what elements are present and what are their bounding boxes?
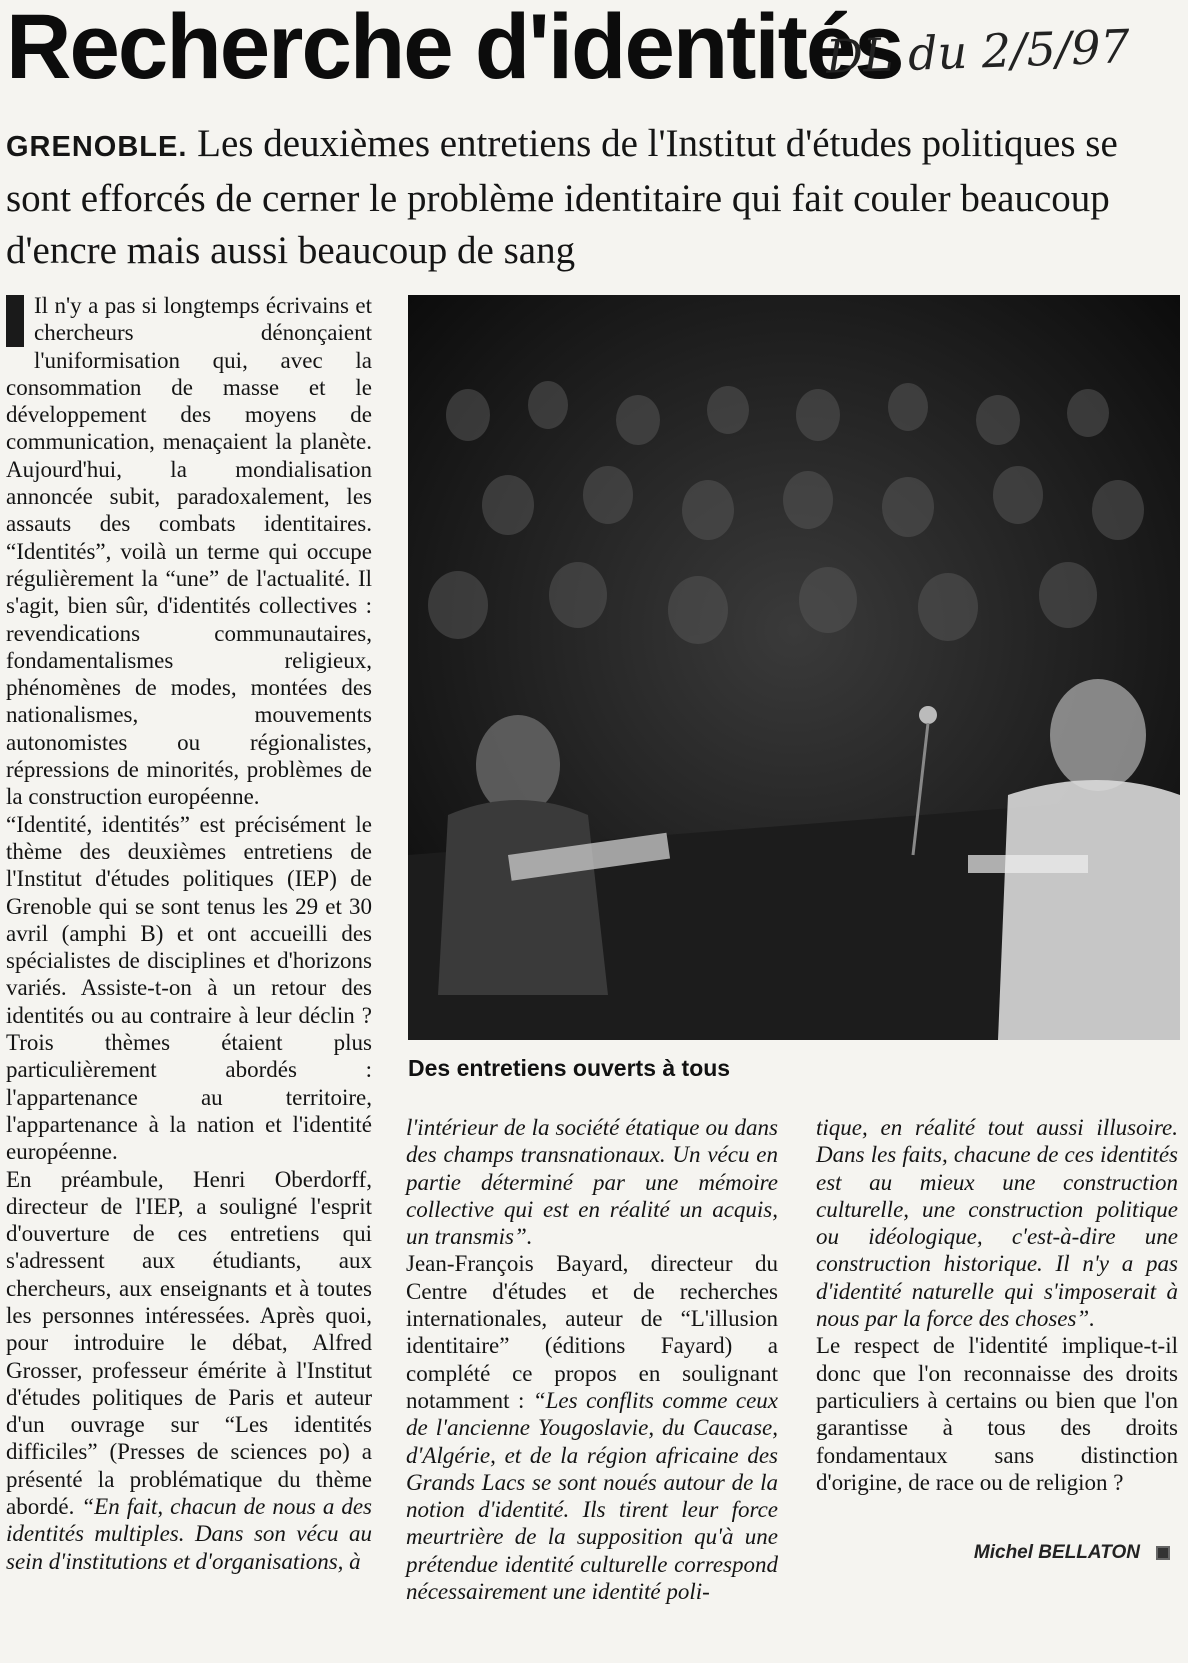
paragraph-text: Jean-François Bayard, directeur du Centre d'études et de recherches internationales, auteur de “L'illusion identitaire” (éditions Fayard) a complété ce propos en soulignant notamment :	[406, 1251, 778, 1413]
photo-caption: Des entretiens ouverts à tous	[408, 1055, 731, 1081]
handwritten-date-note: DL du 2/5/97	[825, 19, 1131, 84]
author-byline: Michel BELLATON	[973, 1542, 1140, 1563]
quote-text: “En fait, chacun de nous a des identités multiples. Dans son vécu au sein d'institutions et d'organisations, à	[6, 1494, 373, 1574]
quote-paragraph: tique, en réalité tout aussi illusoire. Dans les faits, chacune de ces identités est au mieux une construction culturelle, une construction politique ou idéologique, c'est-à-dire une construction historique. Il n'y a pas d'identité naturelle qui s'imposerait à nous par la force des choses”.	[816, 1115, 1178, 1332]
paragraph-text: Il n'y a pas si longtemps écrivains et chercheurs dénonçaient l'uniformisation qui, avec la consommation de masse et le développement des moyens de communication, menaçaient la planète. Aujourd'hui, la mondialisation annoncée subit, paradoxalement, les assauts des combats identitaires. “Identités”, voilà un terme qui occupe régulièrement la “une” de l'actualité. Il s'agit, bien sûr, d'identités collectives : revendications communautaires, fondamentalismes religieux, phénomènes de modes, montées des nationalismes, mouvements autonomistes ou régionalistes, répressions de minorités, problèmes de la construction européenne.	[6, 293, 372, 810]
article-photo	[408, 295, 1180, 1040]
paragraph: Le respect de l'identité implique-t-il donc que l'on reconnaisse des droits particuliers à certains ou bien que l'on garantisse à tous des droits fondamentaux sans distinction d'origine, de race ou de religion ?	[816, 1333, 1178, 1495]
subheadline	[6, 118, 1176, 277]
article-column-left	[6, 292, 372, 1575]
paragraph-text: En préambule, Henri Oberdorff, directeur de l'IEP, a souligné l'esprit d'ouverture de ces entretiens qui s'adressent aux étudiants, aux chercheurs, aux enseignants et à toutes les personnes intéressées. Après quoi, pour introduire le débat, Alfred Grosser, professeur émérite à l'Institut d'études politiques de Paris et auteur d'un ouvrage sur “Les identités difficiles” (Presses de sciences po) a présenté la problématique du thème abordé.	[6, 1166, 372, 1520]
article-column-right	[816, 1114, 1178, 1496]
dropcap-bar	[6, 295, 24, 347]
paragraph	[6, 292, 372, 811]
end-of-article-mark	[1156, 1546, 1170, 1560]
article-column-middle	[406, 1114, 778, 1605]
dateline-place: GRENOBLE.	[6, 131, 188, 163]
headline: Recherche d'identités	[6, 0, 903, 98]
paragraph	[406, 1250, 778, 1605]
photo-image	[408, 295, 1180, 1040]
subheadline-text: Les deuxièmes entretiens de l'Institut d'études politiques se sont efforcés de cerner le problème identitaire qui fait couler beaucoup d'encre mais aussi beaucoup de sang	[6, 122, 1118, 272]
paragraph	[6, 1166, 372, 1575]
quote-text: “Les conflits comme ceux de l'ancienne Yougoslavie, du Caucase, d'Algérie, et de la région africaine des Grands Lacs se sont noués autour de la notion d'identité. Ils tirent leur force meurtrière de la supposition qu'à une prétendue identité culturelle correspond nécessairement une identité poli-	[406, 1387, 779, 1605]
quote-paragraph: l'intérieur de la société étatique ou dans des champs transnationaux. Un vécu en partie déterminé par une mémoire collective qui est en réalité un acquis, un transmis”.	[406, 1115, 778, 1250]
paragraph: “Identité, identités” est précisément le thème des deuxièmes entretiens de l'Institut d'études politiques (IEP) de Grenoble qui se sont tenus les 29 et 30 avril (amphi B) et ont accueilli des spécialistes de disciplines et d'horizons variés. Assiste-t-on à un retour des identités ou au contraire à leur déclin ? Trois thèmes étaient plus particulièrement abordés : l'appartenance au territoire, l'appartenance à la nation et l'identité européenne.	[6, 811, 372, 1165]
